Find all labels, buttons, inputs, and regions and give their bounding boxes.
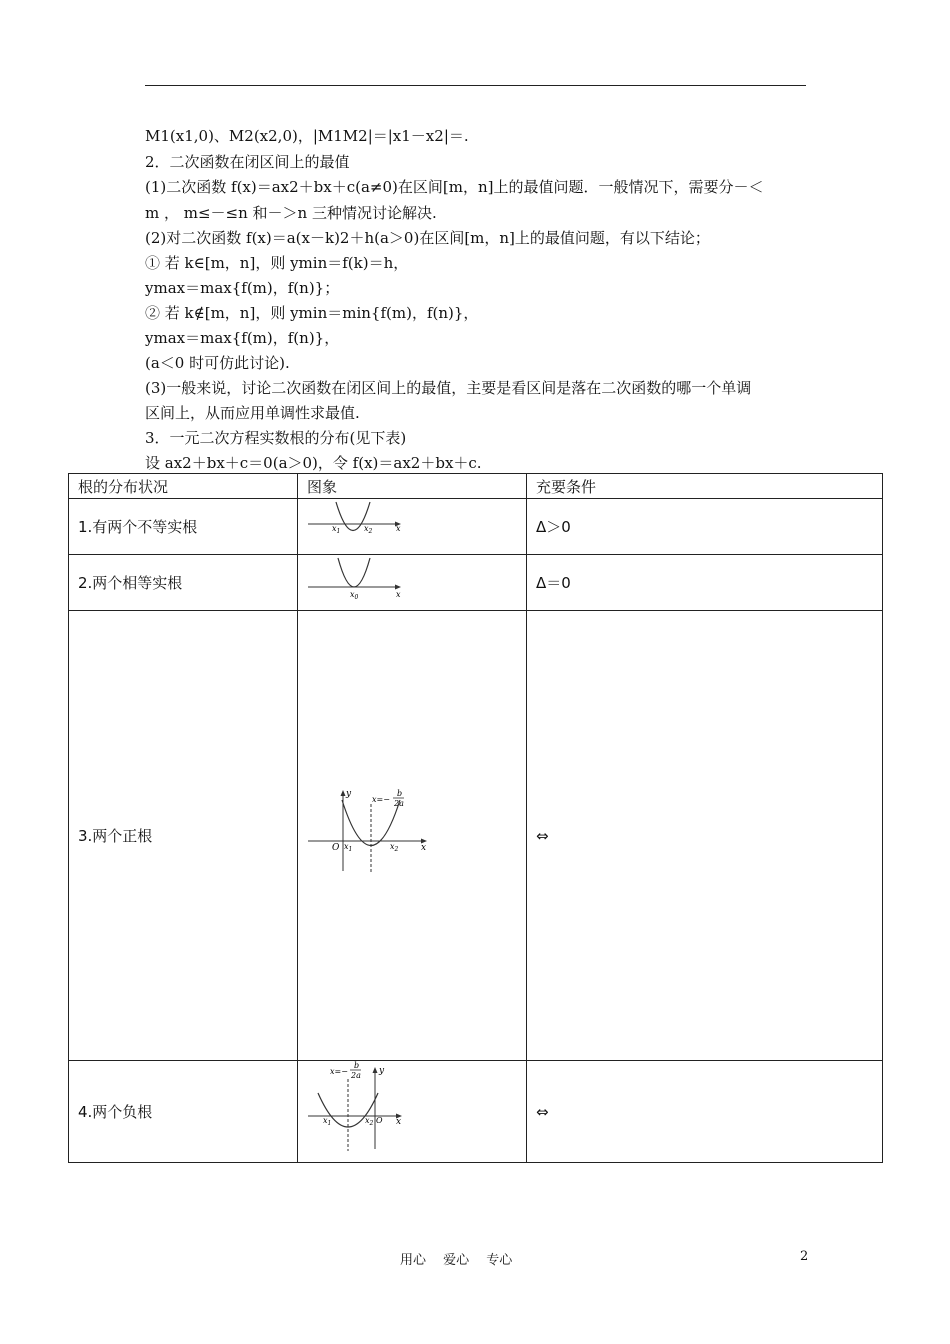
parabola-negative-roots-figure xyxy=(298,1061,527,1162)
header-rule xyxy=(145,85,806,86)
root-distribution-table xyxy=(68,473,883,1163)
text-line-12: 区间上，从而应用单调性求最值. xyxy=(145,404,360,422)
parabola-positive-roots-figure xyxy=(298,786,527,886)
text-line-14: 设 ax2＋bx＋c＝0(a＞0)，令 f(x)＝ax2＋bx＋c. xyxy=(145,454,482,472)
section-3-heading: 3．一元二次方程实数根的分布(见下表) xyxy=(145,429,407,447)
svg-text:x2: $x_2$ xyxy=(364,524,373,535)
svg-text:O: O xyxy=(332,842,340,853)
condition-cell: ⇔ xyxy=(527,1061,883,1163)
svg-text:x1: $x_1$ xyxy=(344,841,353,853)
graph-cell xyxy=(298,499,527,555)
table-row xyxy=(69,555,883,611)
graph-cell xyxy=(298,555,527,611)
row-label: 4.两个负根 xyxy=(69,1061,298,1163)
svg-text:x=−: x=− xyxy=(372,794,390,804)
svg-text:x: x xyxy=(396,1117,402,1127)
svg-text:2a: 2a xyxy=(394,798,404,808)
svg-text:x=−: x=− xyxy=(330,1067,348,1076)
svg-text:b: b xyxy=(397,788,403,798)
graph-cell xyxy=(298,1061,527,1163)
text-line-3: (1)二次函数 f(x)＝ax2＋bx＋c(a≠0)在区间[m，n]上的最值问题．一般情况下，需要分－＜ xyxy=(145,178,764,196)
text-line-11: (3)一般来说，讨论二次函数在闭区间上的最值，主要是看区间是落在二次函数的哪一个单调 xyxy=(145,379,752,397)
parabola-two-roots-figure xyxy=(298,499,527,550)
svg-text:x0: $x_0$ xyxy=(350,590,359,601)
row-label: 2.两个相等实根 xyxy=(69,555,298,611)
svg-text:b: b xyxy=(354,1061,360,1070)
section-2-heading: 2．二次函数在闭区间上的最值 xyxy=(145,153,350,171)
condition-cell: Δ＞0 xyxy=(527,499,883,555)
svg-text:x1: $x_1$ xyxy=(323,1116,332,1127)
row-label: 1.有两个不等实根 xyxy=(69,499,298,555)
header-cell-condition: 充要条件 xyxy=(527,474,883,499)
text-line-10: (a＜0 时可仿此讨论). xyxy=(145,354,290,372)
header-cell-graph: 图象 xyxy=(298,474,527,499)
table-row xyxy=(69,499,883,555)
text-line-4: m ， m≤－≤n 和－＞n 三种情况讨论解决. xyxy=(145,204,437,222)
graph-cell xyxy=(298,611,527,1061)
condition-cell: ⇔ xyxy=(527,611,883,1061)
svg-text:y: y xyxy=(346,788,352,799)
header-cell-distribution: 根的分布状况 xyxy=(69,474,298,499)
table-header-row xyxy=(69,474,883,499)
svg-text:x2: $x_2$ xyxy=(365,1116,374,1127)
text-line-1: M1(x1,0)、M2(x2,0)，|M1M2|＝|x1－x2|＝. xyxy=(145,127,469,145)
svg-text:y: y xyxy=(379,1066,385,1076)
text-line-8: ② 若 k∉[m，n]，则 ymin＝min{f(m)，f(n)}， xyxy=(145,304,479,322)
svg-text:x1: $x_1$ xyxy=(332,524,341,535)
svg-text:O: O xyxy=(376,1116,383,1125)
svg-text:x: x xyxy=(396,590,401,599)
table-row xyxy=(69,1061,883,1163)
text-line-7: ymax＝max{f(m)，f(n)}； xyxy=(145,279,340,297)
text-line-9: ymax＝max{f(m)，f(n)}， xyxy=(145,329,340,347)
page-number: 2 xyxy=(800,1249,809,1264)
text-line-6: ① 若 k∈[m，n]，则 ymin＝f(k)＝h， xyxy=(145,254,409,272)
text-line-5: (2)对二次函数 f(x)＝a(x－k)2＋h(a＞0)在区间[m，n]上的最值问题，有以下结论； xyxy=(145,229,710,247)
table-row xyxy=(69,611,883,1061)
svg-text:x: x xyxy=(421,842,427,853)
svg-text:x: x xyxy=(396,524,401,533)
svg-text:x2: $x_2$ xyxy=(390,841,399,853)
parabola-double-root-figure xyxy=(298,555,527,606)
row-label: 3.两个正根 xyxy=(69,611,298,1061)
svg-text:2a: 2a xyxy=(351,1071,361,1080)
condition-cell: Δ＝0 xyxy=(527,555,883,611)
footer-motto: 用心 爱心 专心 xyxy=(400,1253,513,1268)
